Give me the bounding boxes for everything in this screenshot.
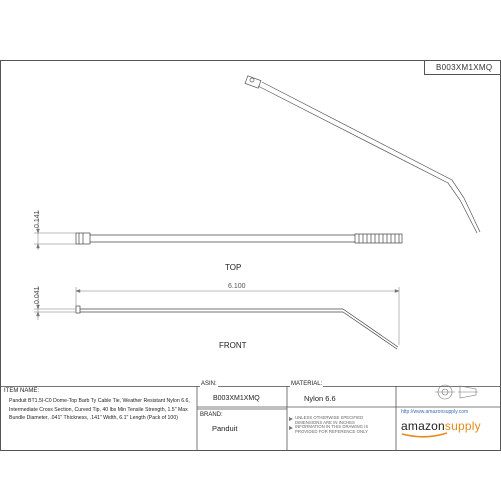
width-dimension-label: 0.141 xyxy=(34,210,41,228)
brand-value: Panduit xyxy=(212,424,238,433)
length-dimension-label: 6.100 xyxy=(228,283,246,290)
note-reference: INFORMATION IN THIS DRAWING IS PROVIDED FOR REFERENCE ONLY xyxy=(295,424,369,434)
supplier-logo xyxy=(401,419,481,433)
part-code: B003XM1XMQ xyxy=(436,63,493,72)
logo-text-amazon: amazon xyxy=(401,419,445,433)
view-label-front: FRONT xyxy=(219,341,247,350)
note-units: UNLESS OTHERWISE SPECIFIED DIMENSIONS ARE IN INCHES xyxy=(295,415,364,425)
brand-label: BRAND: xyxy=(200,412,223,418)
note-bullet-icon xyxy=(289,426,293,430)
item-name-label: ITEM NAME: xyxy=(4,388,40,394)
material-value: Nylon 6.6 xyxy=(304,394,336,403)
isometric-tie xyxy=(245,76,480,233)
supplier-url[interactable]: http://www.amazonsupply.com xyxy=(401,409,469,415)
view-label-top: TOP xyxy=(225,263,242,272)
top-view-tie xyxy=(76,233,402,244)
asin-label: ASIN: xyxy=(201,381,217,387)
projection-symbol-icon xyxy=(435,385,478,399)
thickness-dimension-label: 0.041 xyxy=(34,286,41,304)
asin-value: B003XM1XMQ xyxy=(213,395,260,402)
material-label: MATERIAL: xyxy=(291,381,323,387)
tie-head-front xyxy=(76,306,80,313)
logo-text-supply: supply xyxy=(444,419,481,433)
item-description: Panduit BT1.5I-C0 Dome-Top Barb Ty Cable Tie, Weather Resistant Nylon 6.6, Intermediate Cross Section, Curved Tip, 40 lbs Min Tensile Strength, 1.5" Max Bundle Diameter, .041" Thickness, .141" Width, 6.1" Length (Pack of 100) xyxy=(9,398,190,421)
drawing-frame xyxy=(1,61,501,451)
note-bullet-icon xyxy=(289,417,293,421)
logo-smile-icon xyxy=(402,433,447,437)
length-dimension xyxy=(76,287,399,345)
